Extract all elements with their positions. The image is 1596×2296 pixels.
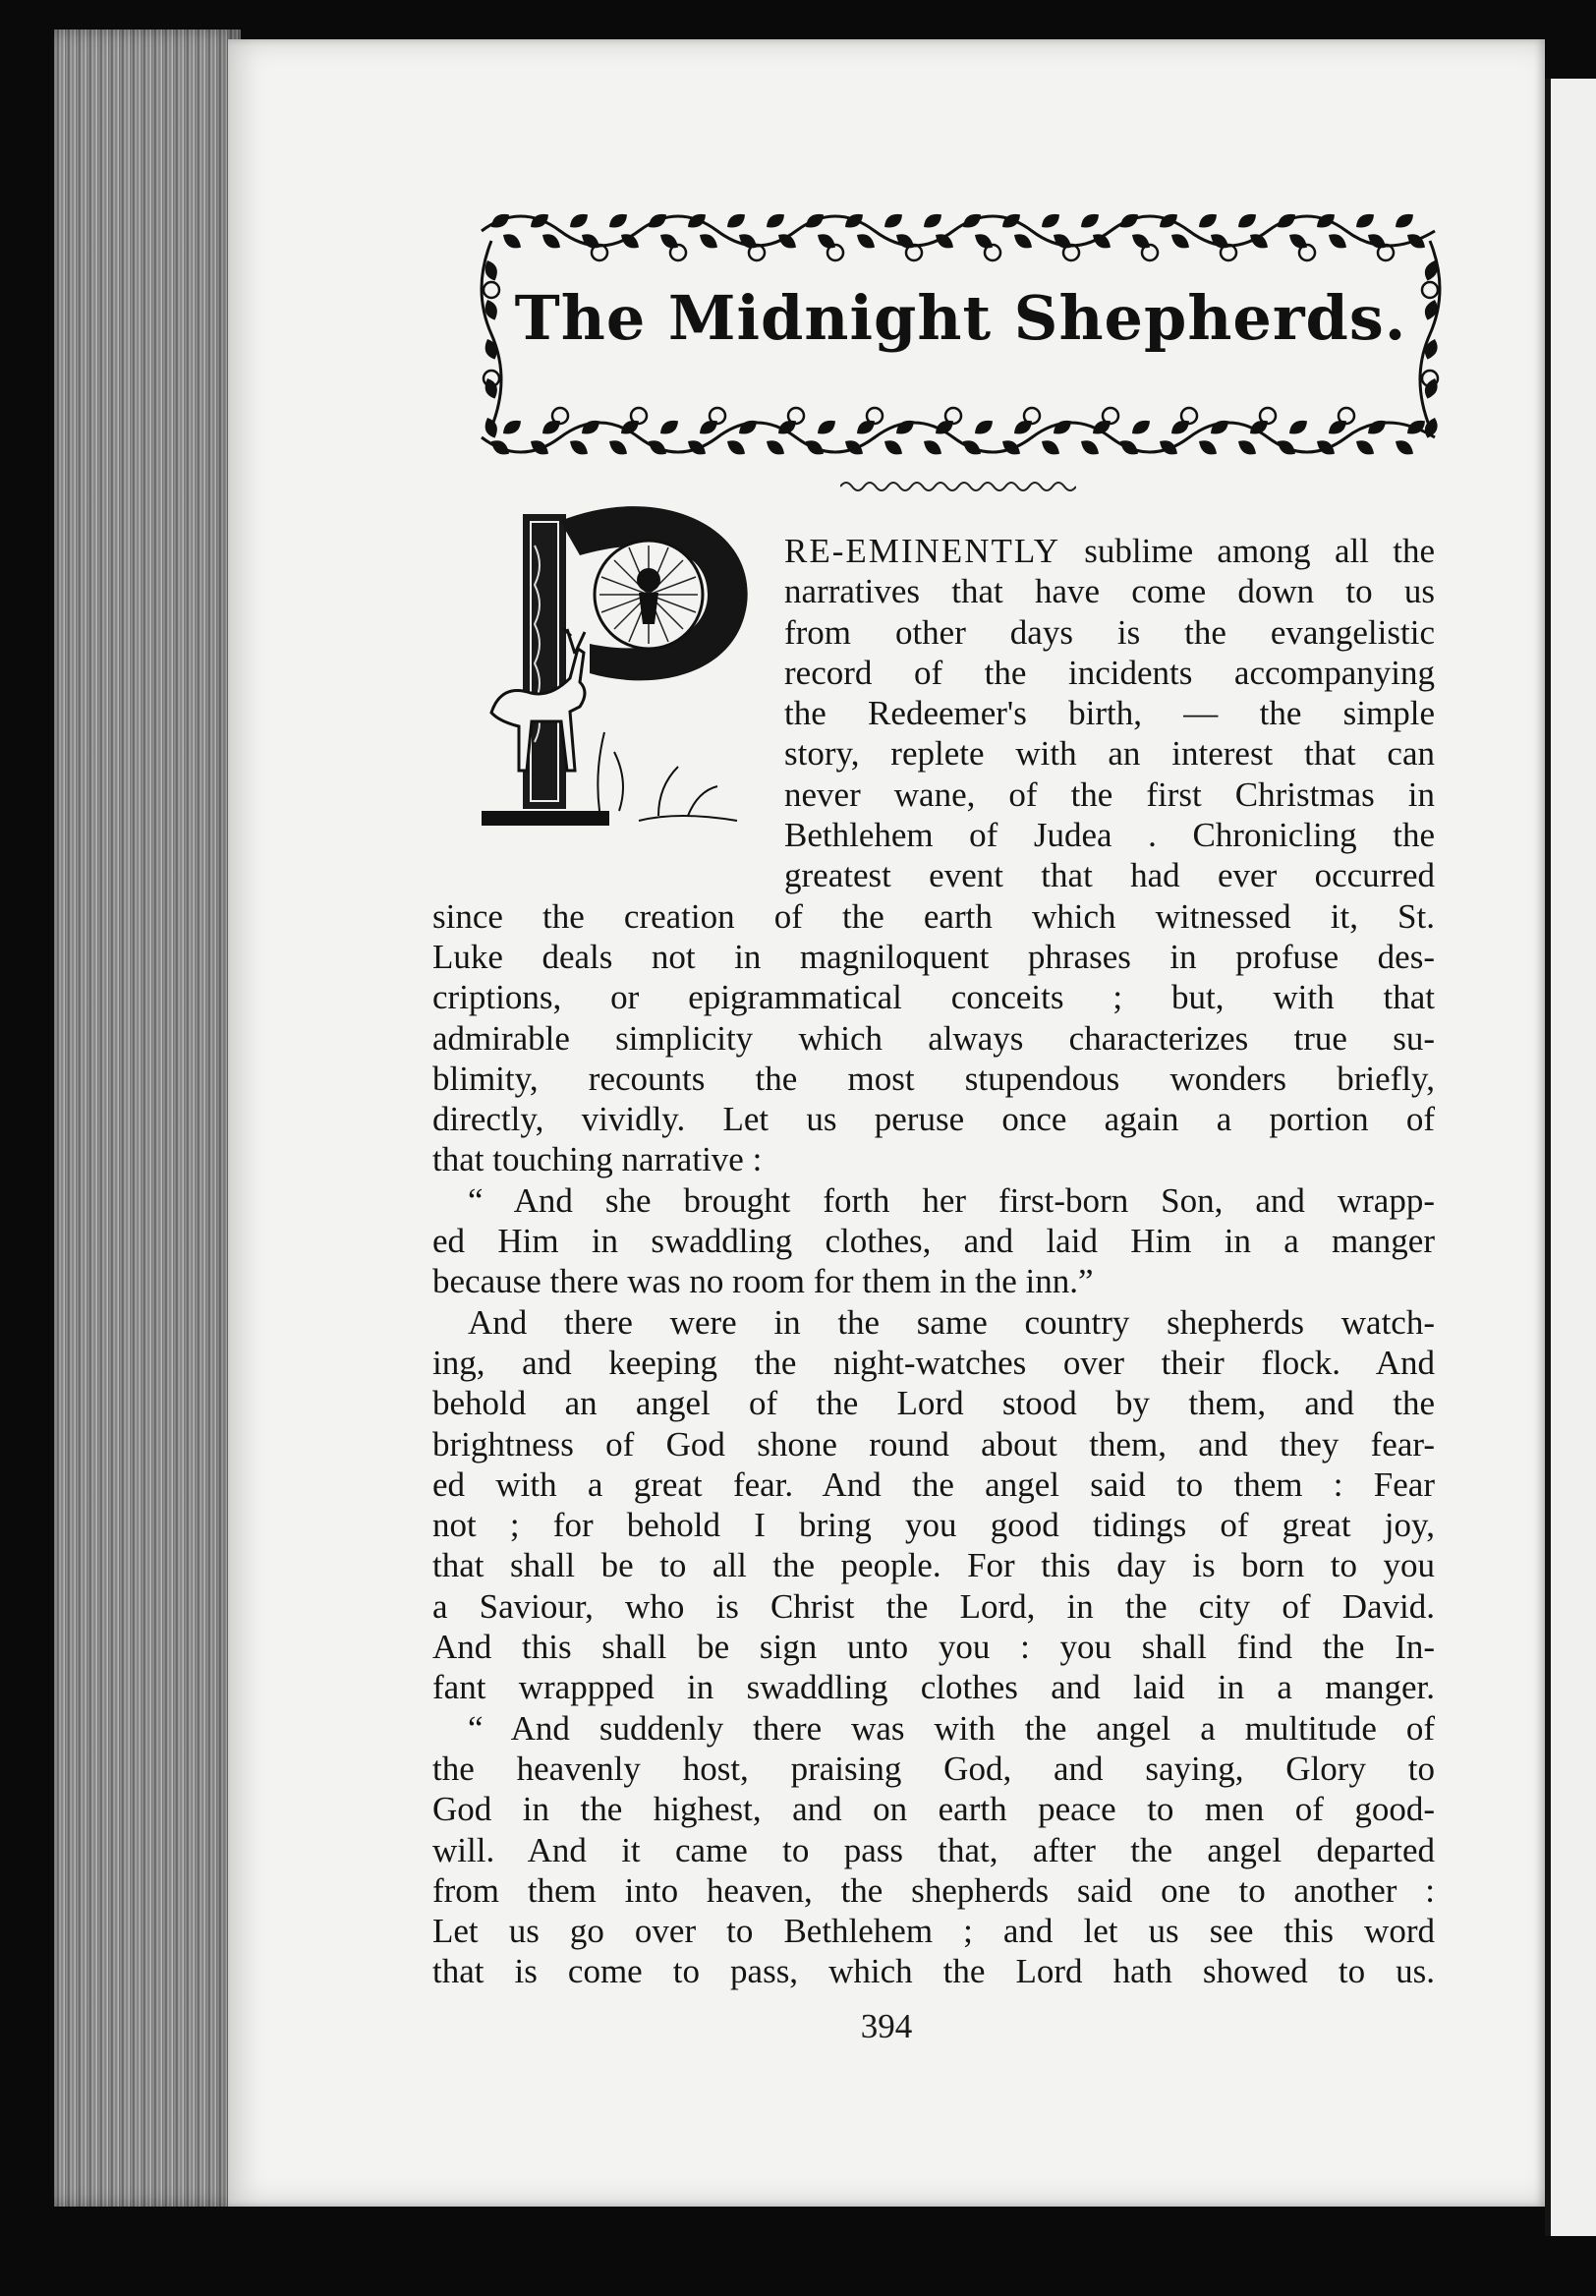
text-line: blimity, recounts the most stupendous wonders briefly, <box>432 1059 1435 1098</box>
text-line: because there was no room for them in the inn.” <box>432 1262 1094 1301</box>
text-line: record of the incidents accompanying <box>784 653 1435 692</box>
text-line: Bethlehem of Judea . Chronicling the <box>784 816 1435 855</box>
page-number: 394 <box>860 2007 913 2045</box>
text-line: ed with a great fear. And the angel said to them : Fear <box>432 1464 1435 1504</box>
text-line: since the creation of the earth which witnessed it, St. <box>432 896 1435 936</box>
text-line: admirable simplicity which always characterizes true su- <box>432 1018 1435 1058</box>
chapter-title: The Midnight Shepherds. <box>514 282 1407 354</box>
text-line: fant wrappped in swaddling clothes and laid in a manger. <box>432 1668 1435 1707</box>
adjacent-page-edge <box>1545 79 1596 2236</box>
text-line: And there were in the same country shepherds watch- <box>468 1302 1435 1342</box>
text-line: story, replete with an interest that can <box>784 734 1435 774</box>
text-line: greatest event that had ever occurred <box>784 856 1435 895</box>
text-line: criptions, or epigrammatical conceits ; but, with that <box>432 978 1435 1017</box>
title-ornamental-frame <box>462 192 1459 477</box>
text-line: a Saviour, who is Christ the Lord, in the city of David. <box>432 1586 1435 1626</box>
text-line: directly, vividly. Let us peruse once again a portion of <box>432 1100 1435 1139</box>
text-line: And this shall be sign unto you : you shall find the In- <box>432 1628 1435 1667</box>
opening-smallcaps: RE-EMINENTLY <box>784 532 1060 570</box>
text-line: ing, and keeping the night-watches over their flock. And <box>432 1343 1435 1382</box>
text-line: not ; for behold I bring you good tidings of great joy, <box>432 1506 1435 1545</box>
text-line: behold an angel of the Lord stood by them, and the <box>432 1384 1435 1423</box>
text-line: ed Him in swaddling clothes, and laid Him in a manger <box>432 1222 1435 1261</box>
text-line: “ And suddenly there was with the angel a multitude of <box>468 1708 1435 1748</box>
body-text <box>432 531 1435 1992</box>
text-line: that is come to pass, which the Lord hath showed to us. <box>432 1952 1435 1991</box>
text-line: God in the highest, and on earth peace to men of good- <box>432 1790 1435 1829</box>
text-line: RE-EMINENTLY sublime among all the <box>784 532 1435 570</box>
text-line: narratives that have come down to us <box>784 572 1435 611</box>
text-line: “ And she brought forth her first-born Son, and wrapp- <box>468 1180 1435 1220</box>
text-line: the Redeemer's birth, — the simple <box>784 694 1435 733</box>
text-line: Let us go over to Bethlehem ; and let us see this word <box>432 1912 1435 1951</box>
text-line: from other days is the evangelistic <box>784 612 1435 652</box>
text-line: never wane, of the first Christmas in <box>784 775 1435 814</box>
text-line: from them into heaven, the shepherds said one to another : <box>432 1870 1435 1910</box>
wavy-rule-divider <box>840 477 1076 496</box>
text-line: will. And it came to pass that, after the angel departed <box>432 1830 1435 1869</box>
text-line: that touching narrative : <box>432 1140 763 1179</box>
text-line: that shall be to all the people. For this day is born to you <box>432 1546 1435 1585</box>
text-line: the heavenly host, praising God, and saying, Glory to <box>432 1749 1435 1788</box>
text-line: brightness of God shone round about them, and they fear- <box>432 1424 1435 1464</box>
book-page-edges <box>54 29 241 2207</box>
text-line: Luke deals not in magniloquent phrases in profuse des- <box>432 937 1435 976</box>
